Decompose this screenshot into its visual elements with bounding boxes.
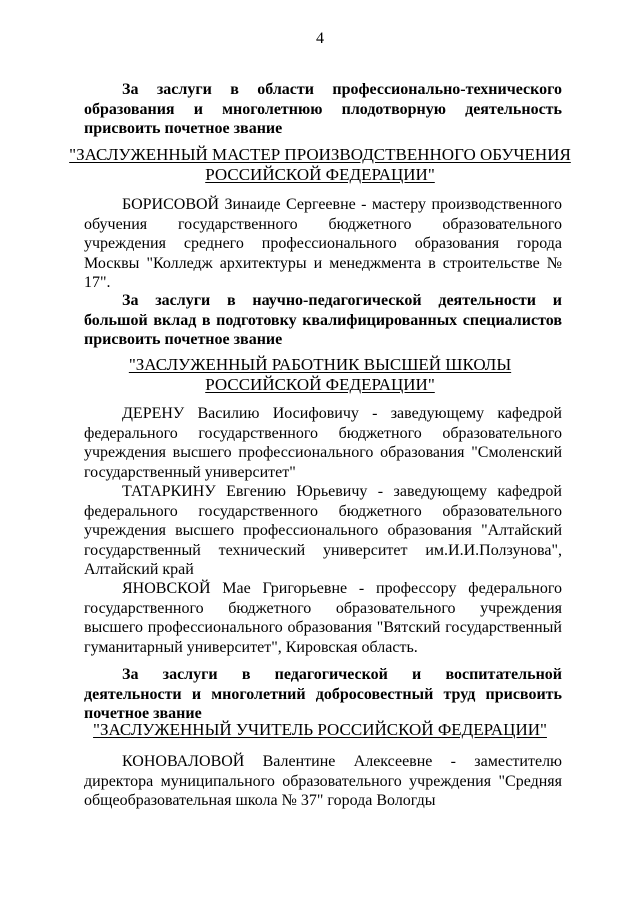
section-3-paragraph-1: КОНОВАЛОВОЙ Валентине Алексеевне - заместителю директора муниципального образовательного учреждения "Средняя общеобразовательная школа № 37" города Вологды	[84, 753, 562, 809]
section-2-heading: За заслуги в научно-педагогической деятельности и большой вклад в подготовку квалифицированных специалистов присвоить почетное звание	[84, 292, 562, 348]
section-3-heading: За заслуги в педагогической и воспитательной деятельности и многолетний добросовестный труд присвоить почетное звание	[84, 666, 562, 722]
section-1-heading: За заслуги в области профессионально-технического образования и многолетнюю плодотворную деятельность присвоить почетное звание	[84, 81, 562, 137]
page-number: 4	[316, 30, 324, 47]
section-3-title: "ЗАСЛУЖЕННЫЙ УЧИТЕЛЬ РОССИЙСКОЙ ФЕДЕРАЦИИ"	[93, 720, 547, 739]
section-1-paragraph-1: БОРИСОВОЙ Зинаиде Сергеевне - мастеру производственного обучения государственного бюджетного образовательного учреждения среднего профессионального образования города Москвы "Колледж архитектуры и менеджмента в строительстве № 17".	[84, 196, 562, 291]
section-2-paragraph-1: ДЕРЕНУ Василию Иосифовичу - заведующему кафедрой федерального государственного бюджетного образовательного учреждения высшего профессионального образования "Смоленский государственный университет"	[84, 405, 562, 481]
section-1-title-line-1: "ЗАСЛУЖЕННЫЙ МАСТЕР ПРОИЗВОДСТВЕННОГО ОБУЧЕНИЯ	[69, 145, 571, 164]
section-2-title-line-1: "ЗАСЛУЖЕННЫЙ РАБОТНИК ВЫСШЕЙ ШКОЛЫ	[128, 355, 512, 374]
section-2-title-line-2: РОССИЙСКОЙ ФЕДЕРАЦИИ"	[205, 375, 435, 394]
section-1-title-line-2: РОССИЙСКОЙ ФЕДЕРАЦИИ"	[205, 165, 435, 184]
section-2-paragraph-2: ТАТАРКИНУ Евгению Юрьевичу - заведующему кафедрой федерального государственного бюджетного образовательного учреждения высшего профессионального образования "Алтайский государственный технический университет им.И.И.Ползунова", Алтайский край	[84, 483, 562, 578]
section-2-paragraph-3: ЯНОВСКОЙ Мае Григорьевне - профессору федерального государственного бюджетного образовательного учреждения высшего профессионального образования "Вятский государственный гуманитарный университет", Кировская область.	[84, 580, 562, 656]
